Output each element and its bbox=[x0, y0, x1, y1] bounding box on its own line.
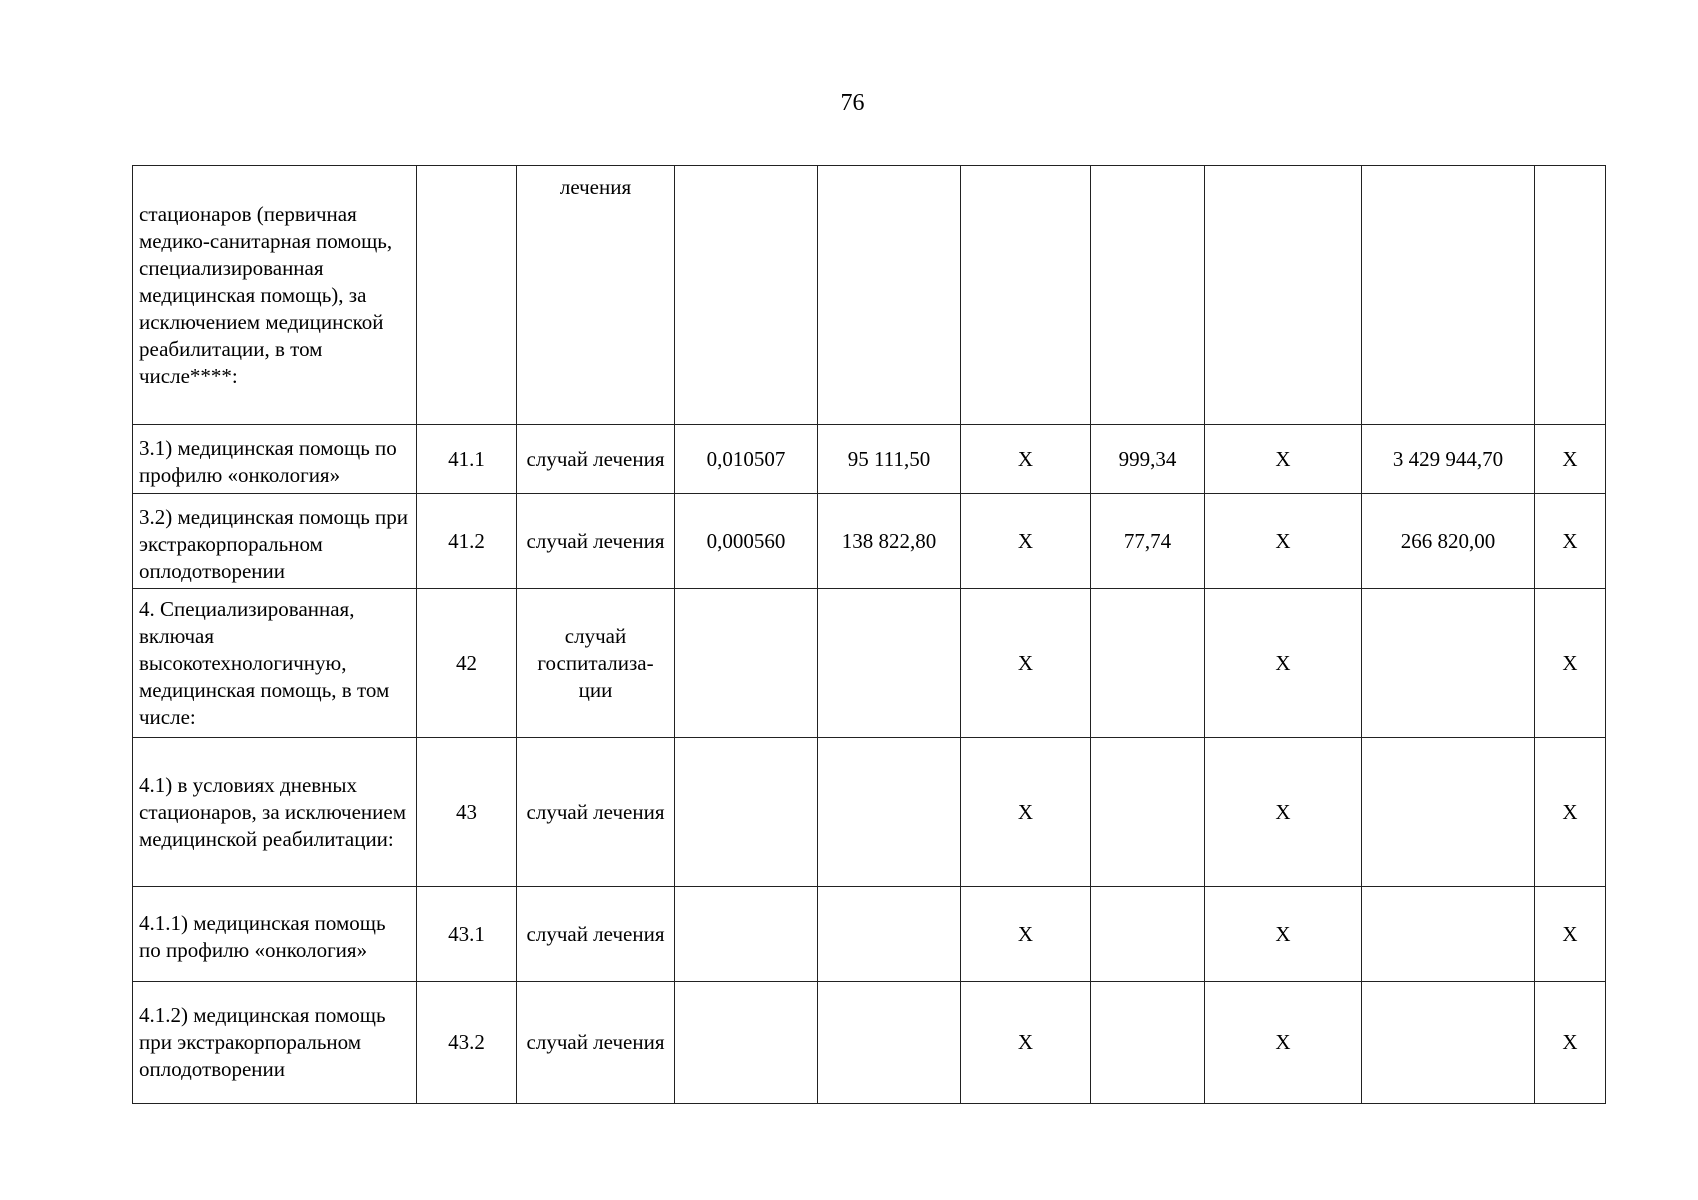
cell-col4 bbox=[675, 982, 818, 1104]
row-unit: случай лечения bbox=[517, 738, 675, 887]
data-table bbox=[132, 165, 1606, 1104]
cell-col6: X bbox=[961, 982, 1091, 1104]
row-unit: случай лечения bbox=[517, 982, 675, 1104]
cell-col9: 3 429 944,70 bbox=[1362, 425, 1535, 494]
cell-col4 bbox=[675, 166, 818, 425]
cell-col5 bbox=[818, 589, 961, 738]
cell-col5 bbox=[818, 738, 961, 887]
cell-col9: 266 820,00 bbox=[1362, 494, 1535, 589]
row-unit: случай госпитализа-ции bbox=[517, 589, 675, 738]
cell-col7 bbox=[1091, 982, 1205, 1104]
cell-col4 bbox=[675, 887, 818, 982]
cell-col9 bbox=[1362, 166, 1535, 425]
row-name: 3.2) медицинская помощь при экстракорпоральном оплодотворении bbox=[133, 494, 417, 589]
cell-col6: X bbox=[961, 738, 1091, 887]
cell-col10: X bbox=[1535, 982, 1606, 1104]
cell-col10: X bbox=[1535, 494, 1606, 589]
cell-col4 bbox=[675, 738, 818, 887]
cell-col10 bbox=[1535, 166, 1606, 425]
page-number: 76 bbox=[840, 90, 865, 116]
cell-col10: X bbox=[1535, 425, 1606, 494]
row-code: 43 bbox=[417, 738, 517, 887]
cell-col10: X bbox=[1535, 887, 1606, 982]
cell-col8: X bbox=[1205, 887, 1362, 982]
row-name: 4.1.1) медицинская помощь по профилю «онкология» bbox=[133, 887, 417, 982]
row-code: 42 bbox=[417, 589, 517, 738]
row-name: 4.1) в условиях дневных стационаров, за исключением медицинской реабилитации: bbox=[133, 738, 417, 887]
cell-col10: X bbox=[1535, 738, 1606, 887]
row-unit: случай лечения bbox=[517, 425, 675, 494]
table-row bbox=[133, 982, 1606, 1104]
cell-col8 bbox=[1205, 166, 1362, 425]
cell-col10: X bbox=[1535, 589, 1606, 738]
row-code: 41.1 bbox=[417, 425, 517, 494]
row-name: 4.1.2) медицинская помощь при экстракорпоральном оплодотворении bbox=[133, 982, 417, 1104]
row-code bbox=[417, 166, 517, 425]
cell-col8: X bbox=[1205, 982, 1362, 1104]
row-unit: случай лечения bbox=[517, 887, 675, 982]
cell-col5: 95 111,50 bbox=[818, 425, 961, 494]
cell-col7: 77,74 bbox=[1091, 494, 1205, 589]
cell-col6 bbox=[961, 166, 1091, 425]
row-name: стационаров (первичная медико-санитарная помощь, специализированная медицинская помощь), за исключением медицинской реабилитации, в том числе****: bbox=[133, 166, 417, 425]
cell-col8: X bbox=[1205, 738, 1362, 887]
cell-col4 bbox=[675, 589, 818, 738]
cell-col5: 138 822,80 bbox=[818, 494, 961, 589]
cell-col7: 999,34 bbox=[1091, 425, 1205, 494]
cell-col7 bbox=[1091, 738, 1205, 887]
cell-col6: X bbox=[961, 494, 1091, 589]
row-unit: случай лечения bbox=[517, 494, 675, 589]
row-name: 3.1) медицинская помощь по профилю «онкология» bbox=[133, 425, 417, 494]
row-unit: лечения bbox=[517, 166, 675, 425]
cell-col6: X bbox=[961, 425, 1091, 494]
cell-col7 bbox=[1091, 887, 1205, 982]
row-code: 41.2 bbox=[417, 494, 517, 589]
cell-col6: X bbox=[961, 589, 1091, 738]
table-row bbox=[133, 738, 1606, 887]
table-row bbox=[133, 589, 1606, 738]
row-code: 43.2 bbox=[417, 982, 517, 1104]
cell-col8: X bbox=[1205, 425, 1362, 494]
table-row bbox=[133, 887, 1606, 982]
cell-col7 bbox=[1091, 166, 1205, 425]
table-row bbox=[133, 166, 1606, 425]
cell-col5 bbox=[818, 982, 961, 1104]
cell-col8: X bbox=[1205, 589, 1362, 738]
cell-col4: 0,010507 bbox=[675, 425, 818, 494]
cell-col7 bbox=[1091, 589, 1205, 738]
row-name: 4. Специализированная, включая высокотехнологичную, медицинская помощь, в том числе: bbox=[133, 589, 417, 738]
cell-col4: 0,000560 bbox=[675, 494, 818, 589]
cell-col5 bbox=[818, 887, 961, 982]
cell-col5 bbox=[818, 166, 961, 425]
table-row bbox=[133, 494, 1606, 589]
cell-col9 bbox=[1362, 738, 1535, 887]
cell-col6: X bbox=[961, 887, 1091, 982]
cell-col9 bbox=[1362, 887, 1535, 982]
row-code: 43.1 bbox=[417, 887, 517, 982]
cell-col9 bbox=[1362, 982, 1535, 1104]
table-row bbox=[133, 425, 1606, 494]
cell-col8: X bbox=[1205, 494, 1362, 589]
cell-col9 bbox=[1362, 589, 1535, 738]
